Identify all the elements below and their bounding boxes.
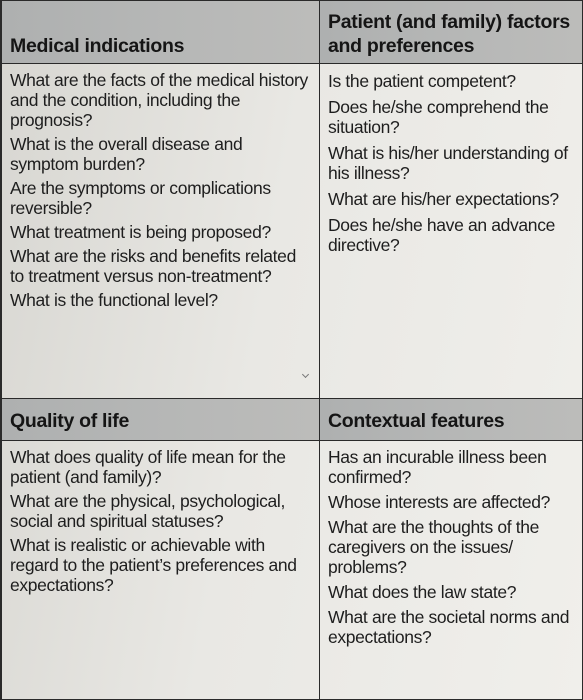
list-item: Whose interests are affected? [328, 492, 551, 512]
medical-indications-list [2, 64, 319, 310]
list-item: What are the thoughts of the caregivers on the issues/ problems? [328, 517, 540, 577]
list-item: What are the societal norms and expectations? [328, 607, 570, 647]
list-item: What are the physical, psychological, social and spiritual statuses? [10, 491, 285, 531]
header-medical-indications-text: Medical indications [10, 35, 185, 57]
list-item: What are the facts of the medical history and the condition, including the prognosis? [10, 70, 308, 130]
list-item: What is the overall disease and symptom burden? [10, 134, 243, 174]
list-item: What is his/her understanding of his illness? [328, 143, 568, 183]
quality-of-life-list [2, 441, 319, 595]
header-patient-preferences [320, 0, 583, 64]
list-item: Has an incurable illness been confirmed? [328, 447, 547, 487]
header-medical-indications [0, 0, 320, 64]
list-item: What is realistic or achievable with regard to the patient’s preferences and expectations? [10, 535, 297, 595]
list-item: Are the symptoms or complications reversible? [10, 178, 271, 218]
list-item: What are his/her expectations? [328, 189, 559, 209]
list-item: What does the law state? [328, 582, 517, 602]
header-contextual-features-text: Contextual features [328, 410, 505, 432]
cell-contextual-features [320, 441, 583, 700]
header-patient-preferences-text: Patient (and family) factors and preferences [328, 11, 570, 57]
list-item: What does quality of life mean for the patient (and family)? [10, 447, 286, 487]
cell-medical-indications [0, 64, 320, 399]
header-quality-of-life [0, 399, 320, 441]
header-quality-of-life-text: Quality of life [10, 410, 130, 432]
list-item: What are the risks and benefits related to treatment versus non-treatment? [10, 246, 296, 286]
contextual-features-list [320, 441, 582, 647]
cell-quality-of-life [0, 441, 320, 700]
list-item: What treatment is being proposed? [10, 222, 271, 242]
list-item: Does he/she comprehend the situation? [328, 97, 549, 137]
patient-preferences-list [320, 64, 582, 255]
list-item: What is the functional level? [10, 290, 218, 310]
list-item: Is the patient competent? [328, 71, 516, 91]
cell-patient-preferences [320, 64, 583, 399]
header-contextual-features [320, 399, 583, 441]
list-item: Does he/she have an advance directive? [328, 215, 555, 255]
